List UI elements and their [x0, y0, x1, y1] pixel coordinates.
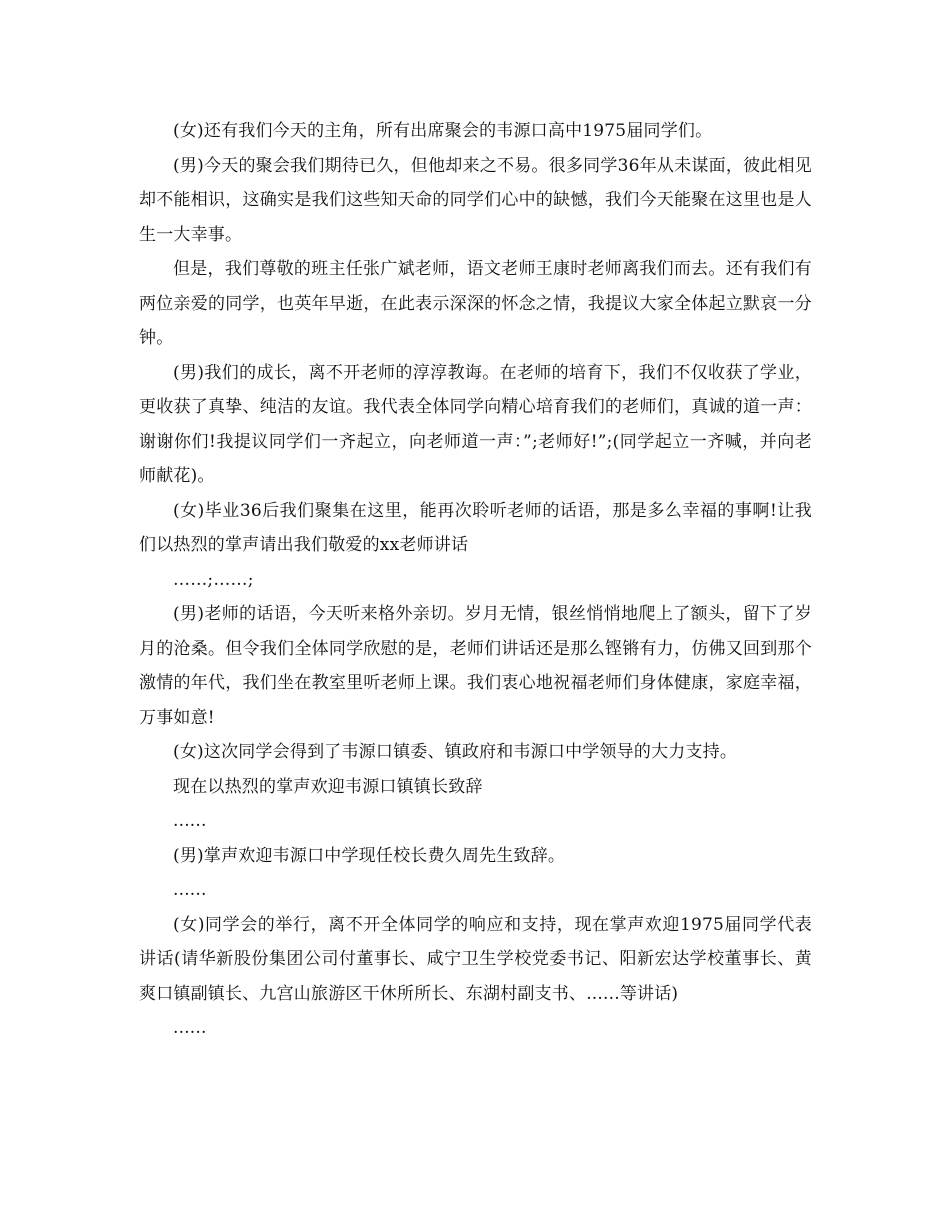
paragraph-ellipsis-1: ……;……; — [173, 569, 254, 590]
document-body — [139, 114, 812, 1046]
paragraph-mayor-speech: 现在以热烈的掌声欢迎韦源口镇镇长致辞 — [173, 776, 483, 797]
paragraph-female-host-students: (女)还有我们今天的主角，所有出席聚会的韦源口高中1975届同学们。 — [173, 121, 713, 141]
paragraph-thank-teachers: (男)我们的成长，离不开老师的淳淳教诲。在老师的培育下，我们不仅收获了学业，更收获了真挚、纯洁的友谊。我代表全体同学向精心培育我们的老师们，真诚的道一声：谢谢你们!我提议同学们一齐起立，向老师道一声：”;老师好!”;(同学起立一齐喊，并向老师献花)。 — [139, 362, 812, 486]
paragraph-male-host-reunion: (男)今天的聚会我们期待已久，但他却来之不易。很多同学36年从未谋面，彼此相见却不能相识，这确实是我们这些知天命的同学们心中的缺憾，我们今天能聚在这里也是人生一大幸事。 — [139, 155, 812, 245]
paragraph-invite-teacher-speech: (女)毕业36后我们聚集在这里，能再次聆听老师的话语，那是多么幸福的事啊!让我们以热烈的掌声请出我们敬爱的xx老师讲话 — [139, 500, 812, 555]
paragraph-ellipsis-2: ...... — [173, 811, 207, 831]
paragraph-ellipsis-3: ...... — [173, 880, 207, 900]
paragraph-ellipsis-4: ...... — [173, 1018, 207, 1038]
paragraph-student-representatives: (女)同学会的举行，离不开全体同学的响应和支持，现在掌声欢迎1975届同学代表讲话(请华新股份集团公司付董事长、咸宁卫生学校党委书记、阳新宏达学校董事长、黄爽口镇副镇长、九宫山旅游区干休所所长、东湖村副支书、......等讲话) — [139, 914, 812, 1004]
paragraph-principal-speech: (男)掌声欢迎韦源口中学现任校长费久周先生致辞。 — [173, 845, 566, 866]
paragraph-teacher-blessing: (男)老师的话语，今天听来格外亲切。岁月无情，银丝悄悄地爬上了额头，留下了岁月的沧桑。但令我们全体同学欣慰的是，老师们讲话还是那么铿锵有力，仿佛又回到那个激情的年代，我们坐在教室里听老师上课。我们衷心地祝福老师们身体健康，家庭幸福，万事如意! — [139, 604, 812, 728]
paragraph-town-support: (女)这次同学会得到了韦源口镇委、镇政府和韦源口中学领导的大力支持。 — [173, 742, 738, 762]
paragraph-memorial-silence: 但是，我们尊敬的班主任张广斌老师，语文老师王康时老师离我们而去。还有我们有两位亲爱的同学，也英年早逝，在此表示深深的怀念之情，我提议大家全体起立默哀一分钟。 — [139, 259, 812, 348]
